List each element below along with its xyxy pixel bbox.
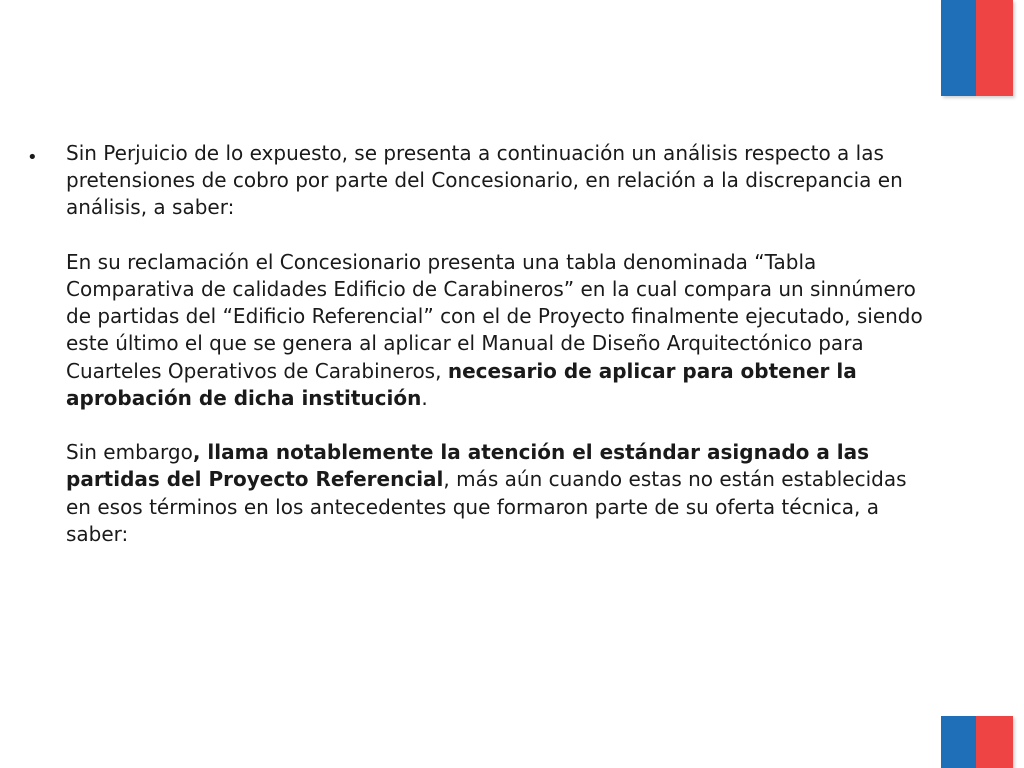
paragraph-however [66, 439, 928, 548]
paragraph-however-start: Sin embargo [66, 440, 193, 465]
paragraph-intro: Sin Perjuicio de lo expuesto, se presenta a continuación un análisis respecto a las pretensiones de cobro por parte del Concesionario, en relación a la discrepancia en análisis, a saber: [66, 141, 903, 220]
paragraph-reclamation-text: En su reclamación el Concesionario presenta una tabla denominada “Tabla Comparativa de calidades Edificio de Carabineros” en la cual compara un sinnúmero de partidas del “Edificio Referencial” con el de Proyecto finalmente ejecutado, siendo este último el que se genera al aplicar el Manual de Diseño Arquitectónico para Cuarteles Operativos de Carabineros, [66, 249, 923, 383]
paragraph-reclamation-bold: necesario de aplicar para obtener la aprobación de dicha institución [66, 358, 857, 410]
flag-stripe-blue-bottom [941, 716, 976, 768]
flag-stripe-red-top [976, 0, 1013, 96]
flag-stripe-blue-top [941, 0, 976, 96]
flag-stripe-red-bottom [976, 716, 1013, 768]
paragraph-reclamation [66, 249, 928, 412]
paragraph-reclamation-end: . [421, 385, 428, 410]
paragraph-however-end: , más aún cuando estas no están establecidas en esos términos en los antecedentes que formaron parte de su oferta técnica, a saber: [66, 467, 907, 546]
paragraph-however-bold: , llama notablemente la atención el estándar asignado a las partidas del Proyecto Referencial [66, 440, 870, 492]
bullet-icon: • [27, 147, 38, 168]
body-text [66, 140, 928, 548]
